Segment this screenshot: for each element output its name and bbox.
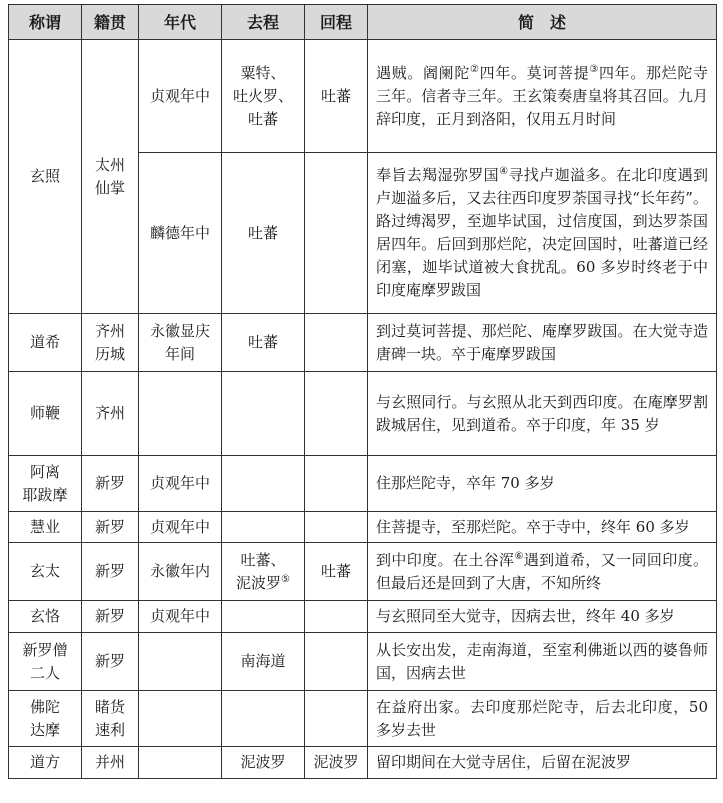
origin-cell: 并州 <box>82 747 139 779</box>
origin-cell: 齐州 历城 <box>82 314 139 372</box>
table-row <box>9 691 717 747</box>
name-cell: 阿离 耶跋摩 <box>9 456 82 512</box>
summary-text: 到中印度。在土谷浑 <box>376 550 515 569</box>
name-cell: 慧业 <box>9 512 82 543</box>
table-row <box>9 747 717 779</box>
name-cell: 道方 <box>9 747 82 779</box>
table-row <box>9 372 717 456</box>
return-cell <box>305 512 368 543</box>
summary-text: 奉旨去羯湿弥罗国 <box>376 166 500 184</box>
header-era: 年代 <box>139 5 222 40</box>
outbound-cell: 吐蕃 <box>222 314 305 372</box>
name-cell: 新罗僧 二人 <box>9 633 82 691</box>
origin-cell: 新罗 <box>82 543 139 601</box>
name-cell: 道希 <box>9 314 82 372</box>
era-cell <box>139 691 222 747</box>
return-cell <box>305 691 368 747</box>
summary-cell: 从长安出发，走南海道，至室利佛逝以西的婆鲁师国，因病去世 <box>368 633 717 691</box>
origin-cell: 新罗 <box>82 512 139 543</box>
outbound-cell: 粟特、 吐火罗、 吐蕃 <box>222 40 305 153</box>
summary-text: 寻找卢迦溢多。在北印度遇到卢迦溢多后，又去往西印度罗荼国寻找“长年药”。路过缚渴罗，至迦毕试国，过信度国，到达罗荼国居四年。后回到那烂陀，决定回国时，吐蕃道已经闭塞，迦毕试道被大食扰乱。60 多岁时终老于中印度庵摩罗跋国 <box>376 166 708 299</box>
outbound-cell: 吐蕃 <box>222 153 305 314</box>
era-cell: 永徽显庆 年间 <box>139 314 222 372</box>
origin-cell: 睹货 速利 <box>82 691 139 747</box>
footnote-marker: ② <box>470 63 480 75</box>
header-origin: 籍贯 <box>82 5 139 40</box>
footnote-marker: ③ <box>589 63 599 75</box>
table-row <box>9 456 717 512</box>
era-cell: 贞观年中 <box>139 456 222 512</box>
summary-cell <box>368 543 717 601</box>
summary-text: 遇贼。阇阑陀 <box>376 63 471 82</box>
era-cell <box>139 372 222 456</box>
return-cell <box>305 633 368 691</box>
outbound-cell <box>222 456 305 512</box>
outbound-cell <box>222 601 305 633</box>
origin-cell: 新罗 <box>82 456 139 512</box>
outbound-cell <box>222 543 305 601</box>
table-row <box>9 633 717 691</box>
table-row <box>9 40 717 153</box>
footnote-marker: ⑤ <box>281 573 290 585</box>
summary-cell: 住菩提寺，至那烂陀。卒于寺中，终年 60 多岁 <box>368 512 717 543</box>
return-cell <box>305 372 368 456</box>
return-cell <box>305 153 368 314</box>
name-cell: 师鞭 <box>9 372 82 456</box>
summary-text: 遇到道希，又一同回印度。但最后还是回到了大唐，不知所终 <box>376 550 708 592</box>
return-cell <box>305 314 368 372</box>
summary-cell: 留印期间在大觉寺居住，后留在泥波罗 <box>368 747 717 779</box>
return-cell: 吐蕃 <box>305 40 368 153</box>
era-cell <box>139 633 222 691</box>
era-cell <box>139 747 222 779</box>
table-row <box>9 314 717 372</box>
name-cell: 玄太 <box>9 543 82 601</box>
outbound-cell <box>222 691 305 747</box>
table-row <box>9 512 717 543</box>
header-row <box>9 5 717 40</box>
name-cell: 玄照 <box>9 40 82 314</box>
header-return: 回程 <box>305 5 368 40</box>
table-wrapper <box>8 4 716 779</box>
summary-cell: 在益府出家。去印度那烂陀寺，后去北印度，50 多岁去世 <box>368 691 717 747</box>
header-summary: 简 述 <box>368 5 717 40</box>
summary-text: 四年。莫诃菩提 <box>479 63 590 82</box>
summary-cell: 到过莫诃菩提、那烂陀、庵摩罗跋国。在大觉寺造唐碑一块。卒于庵摩罗跋国 <box>368 314 717 372</box>
return-cell: 吐蕃 <box>305 543 368 601</box>
summary-cell: 与玄照同至大觉寺，因病去世，终年 40 多岁 <box>368 601 717 633</box>
outbound-text: 吐蕃、 泥波罗 <box>236 550 286 592</box>
summary-cell: 住那烂陀寺，卒年 70 多岁 <box>368 456 717 512</box>
footnote-marker: ④ <box>499 166 509 177</box>
return-cell <box>305 456 368 512</box>
origin-cell: 太州 仙掌 <box>82 40 139 314</box>
outbound-cell: 南海道 <box>222 633 305 691</box>
header-outbound: 去程 <box>222 5 305 40</box>
origin-cell: 齐州 <box>82 372 139 456</box>
summary-cell <box>368 153 717 314</box>
outbound-cell: 泥波罗 <box>222 747 305 779</box>
summary-cell <box>368 40 717 153</box>
return-cell: 泥波罗 <box>305 747 368 779</box>
header-title: 称谓 <box>9 5 82 40</box>
summary-text: 四年。那烂陀寺三年。信者寺三年。王玄策奏唐皇将其召回。九月辞印度，正月到洛阳，仅用五月时间 <box>376 63 708 128</box>
era-cell: 贞观年中 <box>139 512 222 543</box>
era-cell: 永徽年内 <box>139 543 222 601</box>
outbound-cell <box>222 512 305 543</box>
era-cell: 贞观年中 <box>139 601 222 633</box>
origin-cell: 新罗 <box>82 633 139 691</box>
era-cell: 麟德年中 <box>139 153 222 314</box>
footnote-marker: ⑥ <box>514 550 524 562</box>
origin-cell: 新罗 <box>82 601 139 633</box>
name-cell: 佛陀 达摩 <box>9 691 82 747</box>
outbound-cell <box>222 372 305 456</box>
monks-table <box>8 4 717 779</box>
return-cell <box>305 601 368 633</box>
era-cell: 贞观年中 <box>139 40 222 153</box>
summary-cell: 与玄照同行。与玄照从北天到西印度。在庵摩罗割跋城居住，见到道希。卒于印度，年 35 岁 <box>368 372 717 456</box>
table-row <box>9 601 717 633</box>
name-cell: 玄恪 <box>9 601 82 633</box>
table-row <box>9 543 717 601</box>
